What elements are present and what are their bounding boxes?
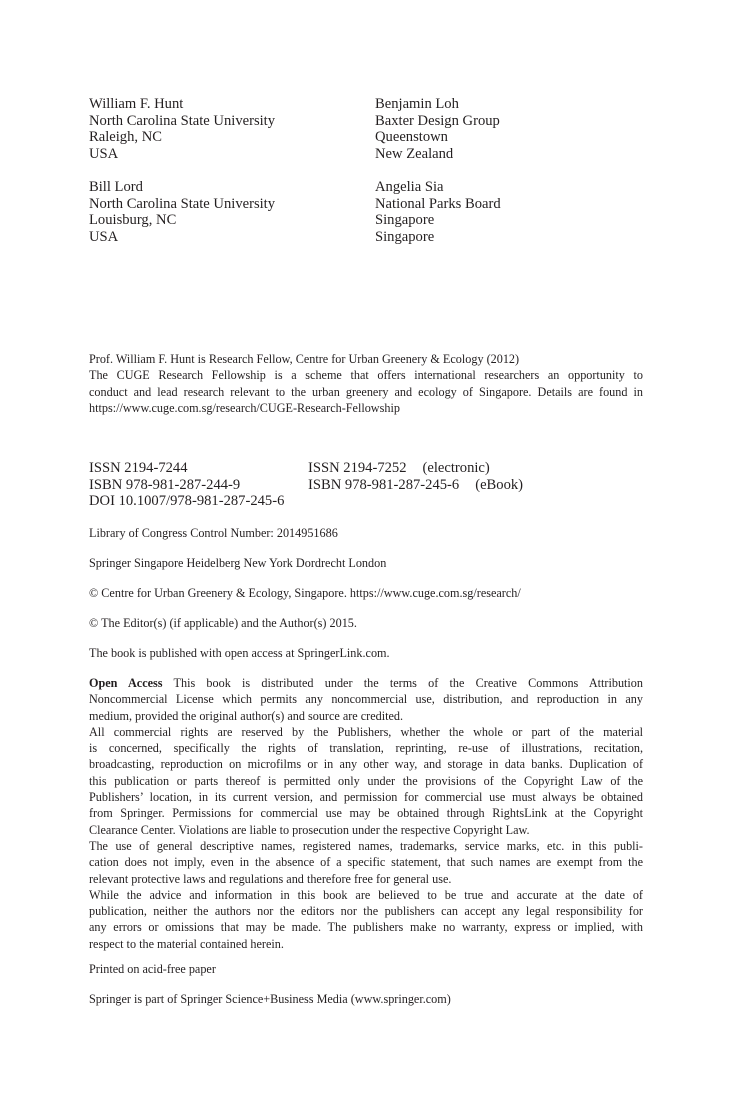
author-name: Angelia Sia — [375, 179, 444, 195]
fellowship-note — [89, 351, 643, 416]
author-country: New Zealand — [375, 145, 454, 162]
license-line: is concerned, specifically the rights of translation, reprinting, re-use of illustrations, recitation, — [89, 741, 643, 756]
open-access-statement: The book is published with open access at SpringerLink.com. — [89, 646, 390, 660]
license-line: broadcasting, reproduction on microfilms or in any other way, and storage in data banks. Duplication of — [89, 757, 643, 772]
isbn-ebook: ISBN 978-981-287-245-6 — [308, 476, 460, 493]
author-affiliation: Baxter Design Group — [375, 112, 500, 129]
copyright-cuge: © Centre for Urban Greenery & Ecology, Singapore. https://www.cuge.com.sg/research/ — [89, 586, 521, 600]
license-line: publication, neither the authors nor the editors nor the publishers can accept any legal responsibility for — [89, 904, 643, 919]
issn-electronic-note: (electronic) — [422, 460, 490, 476]
isbn-print: ISBN 978-981-287-244-9 — [89, 476, 241, 493]
author-city: Singapore — [375, 212, 435, 229]
license-line: While the advice and information in this book are believed to be true and accurate at the date of — [89, 887, 643, 902]
library-of-congress: Library of Congress Control Number: 2014951686 — [89, 526, 338, 540]
license-line: this publication or parts thereof is permitted only under the provisions of the Copyright Law of the — [89, 773, 643, 788]
author-name: Benjamin Loh — [375, 96, 459, 112]
author-lord — [89, 179, 275, 245]
paper-note: Printed on acid-free paper — [89, 962, 216, 976]
open-access-heading: Open Access — [89, 676, 163, 690]
author-country: USA — [89, 228, 119, 245]
license-line: relevant protective laws and regulations and therefore free for general use. — [89, 871, 452, 886]
author-sia — [375, 179, 501, 245]
license-line: Clearance Center. Violations are liable to prosecution under the respective Copyright Law. — [89, 822, 530, 837]
author-city: Raleigh, NC — [89, 129, 162, 146]
license-line: respect to the material contained herein. — [89, 936, 284, 951]
springer-note: Springer is part of Springer Science+Business Media (www.springer.com) — [89, 992, 451, 1006]
fellowship-line-1: Prof. William F. Hunt is Research Fellow, Centre for Urban Greenery & Ecology (2012) — [89, 352, 520, 366]
author-affiliation: North Carolina State University — [89, 195, 276, 212]
author-loh — [375, 96, 500, 162]
identifiers-electronic — [308, 460, 523, 493]
author-city: Queenstown — [375, 129, 448, 146]
fellowship-line-2: The CUGE Research Fellowship is a scheme that offers international researchers an opportunity to — [89, 368, 643, 383]
doi: DOI 10.1007/978-981-287-245-6 — [89, 493, 285, 510]
license-line: This book is distributed under the terms of the Creative Commons Attribution — [162, 676, 643, 690]
fellowship-line-3: conduct and lead research relevant to the urban greenery and ecology of Singapore. Details are found in — [89, 384, 643, 399]
author-city: Louisburg, NC — [89, 212, 177, 229]
license-line: medium, provided the original author(s) and source are credited. — [89, 708, 404, 723]
license-line: Noncommercial License which permits any noncommercial use, distribution, and reproduction in any — [89, 692, 643, 707]
license-line: from Springer. Permissions for commercial use may be obtained through RightsLink at the Copyright — [89, 806, 643, 821]
author-country: USA — [89, 145, 119, 162]
author-affiliation: North Carolina State University — [89, 112, 276, 129]
fellowship-url[interactable]: https://www.cuge.com.sg/research/CUGE-Research-Fellowship — [89, 400, 400, 415]
identifiers-print — [89, 460, 284, 510]
license-line: cation does not imply, even in the absence of a specific statement, that such names are exempt from the — [89, 855, 643, 870]
author-name: William F. Hunt — [89, 96, 184, 112]
isbn-ebook-note: (eBook) — [475, 476, 524, 493]
issn-print: ISSN 2194-7244 — [89, 460, 188, 476]
license-line: any errors or omissions that may be made. The publishers make no warranty, express or implied, with — [89, 920, 643, 935]
publisher-locations: Springer Singapore Heidelberg New York Dordrecht London — [89, 556, 387, 570]
license-text — [89, 675, 643, 952]
author-name: Bill Lord — [89, 179, 143, 195]
author-hunt — [89, 96, 275, 162]
license-line: Publishers’ location, in its current version, and permission for commercial use must always be obtained — [89, 790, 643, 805]
copyright-authors: © The Editor(s) (if applicable) and the Author(s) 2015. — [89, 616, 357, 630]
author-country: Singapore — [375, 228, 435, 245]
issn-electronic: ISSN 2194-7252 — [308, 460, 407, 476]
license-line: All commercial rights are reserved by the Publishers, whether the whole or part of the material — [89, 724, 643, 739]
author-affiliation: National Parks Board — [375, 195, 501, 212]
license-line: The use of general descriptive names, registered names, trademarks, service marks, etc. in this publi- — [89, 838, 643, 853]
